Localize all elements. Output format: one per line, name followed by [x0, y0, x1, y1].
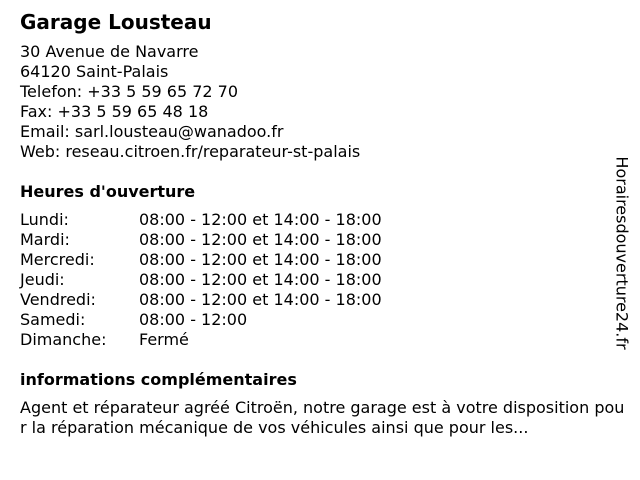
- website: Web: reseau.citroen.fr/reparateur-st-palais: [20, 142, 361, 161]
- hours-heading: Heures d'ouverture: [20, 182, 196, 201]
- fax-number: Fax: +33 5 59 65 48 18: [20, 102, 209, 121]
- info-description: Agent et réparateur agréé Citroën, notre garage est à votre disposition pour la réparation mécanique de vos véhicules ainsi que pour les...: [20, 398, 625, 437]
- watermark-text: Horairesdouverture24.fr: [613, 155, 633, 350]
- contact-block: [20, 42, 620, 162]
- hours-row-saturday: [20, 310, 620, 330]
- business-name: Garage Lousteau: [20, 10, 212, 34]
- day-label: Vendredi:: [20, 290, 96, 309]
- day-label: Dimanche:: [20, 330, 107, 349]
- day-hours: 08:00 - 12:00 et 14:00 - 18:00: [139, 270, 382, 289]
- day-label: Jeudi:: [20, 270, 65, 289]
- day-label: Mercredi:: [20, 250, 95, 269]
- day-hours: 08:00 - 12:00: [139, 310, 248, 329]
- hours-row-friday: [20, 290, 620, 310]
- day-hours: 08:00 - 12:00 et 14:00 - 18:00: [139, 250, 382, 269]
- email-address: Email: sarl.lousteau@wanadoo.fr: [20, 122, 284, 141]
- info-heading: informations complémentaires: [20, 370, 297, 389]
- address-line-1: 30 Avenue de Navarre: [20, 42, 199, 61]
- day-label: Mardi:: [20, 230, 70, 249]
- day-hours: 08:00 - 12:00 et 14:00 - 18:00: [139, 290, 382, 309]
- phone-number: Telefon: +33 5 59 65 72 70: [20, 82, 239, 101]
- watermark: [610, 135, 634, 370]
- hours-row-thursday: [20, 270, 620, 290]
- day-hours: 08:00 - 12:00 et 14:00 - 18:00: [139, 210, 382, 229]
- hours-row-wednesday: [20, 250, 620, 270]
- hours-row-sunday: [20, 330, 620, 350]
- hours-row-monday: [20, 210, 620, 230]
- day-label: Lundi:: [20, 210, 69, 229]
- address-line-2: 64120 Saint-Palais: [20, 62, 169, 81]
- hours-table: [20, 210, 620, 350]
- day-label: Samedi:: [20, 310, 86, 329]
- day-hours: 08:00 - 12:00 et 14:00 - 18:00: [139, 230, 382, 249]
- hours-row-tuesday: [20, 230, 620, 250]
- day-hours: Fermé: [139, 330, 189, 349]
